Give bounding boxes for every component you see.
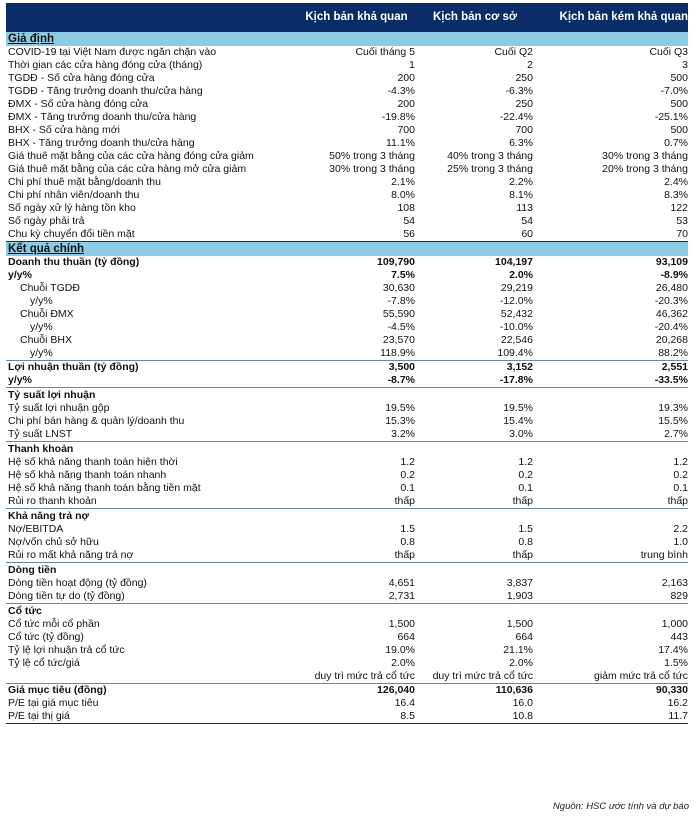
- table-row: y/y% 7.5% 2.0% -8.9%: [8, 269, 688, 281]
- table-row: Hệ số khả năng thanh toán hiện thời 1.2 1.2 1.2: [8, 456, 688, 468]
- table-row: Thời gian các cửa hàng đóng cửa (tháng) 1 2 3: [8, 59, 688, 71]
- table-row: Rủi ro thanh khoản thấp thấp thấp: [8, 495, 688, 507]
- section-cashflow: Dòng tiền: [6, 563, 688, 578]
- table-row: Giá mục tiêu (đồng) 126,040 110,636 90,330: [8, 684, 688, 696]
- table-row: COVID-19 tại Việt Nam được ngăn chặn vào Cuối tháng 5 Cuối Q2 Cuối Q3: [8, 46, 688, 58]
- table-row: duy trì mức trả cổ tức duy trì mức trả cổ tức giảm mức trả cổ tức: [314, 670, 688, 682]
- table-row: Chi phí thuê mặt bằng/doanh thu 2.1% 2.2% 2.4%: [8, 176, 688, 188]
- table-row: Số ngày phải trả 54 54 53: [8, 215, 688, 227]
- table-row: P/E tại thị giá 8.5 10.8 11.7: [8, 710, 688, 722]
- table-row: Nợ/vốn chủ sở hữu 0.8 0.8 1.0: [8, 536, 688, 548]
- section-margins: Tỷ suất lợi nhuận: [6, 388, 688, 403]
- scenario-table: [6, 3, 688, 724]
- table-row: Cổ tức mỗi cổ phần 1,500 1,500 1,000: [8, 618, 688, 630]
- table-row: Chi phí bán hàng & quản lý/doanh thu 15.3% 15.4% 15.5%: [8, 415, 688, 427]
- table-row: Hệ số khả năng thanh toán bằng tiền mặt 0.1 0.1 0.1: [8, 482, 688, 494]
- table-row: Tỷ suất lợi nhuận gộp 19.5% 19.5% 19.3%: [8, 402, 688, 414]
- table-row: Tỷ lệ cổ tức/giá 2.0% 2.0% 1.5%: [8, 657, 688, 669]
- table-row: Chuỗi BHX 23,570 22,546 20,268: [20, 334, 688, 346]
- table-row: Chuỗi TGDĐ 30,630 29,219 26,480: [20, 282, 688, 294]
- header-label-spacer: [6, 3, 296, 32]
- table-row: Giá thuê mặt bằng của các cửa hàng mở cửa giảm 30% trong 3 tháng 25% trong 3 tháng 20% trong 3 tháng: [8, 163, 688, 175]
- table-row: ĐMX - Tăng trưởng doanh thu/cửa hàng -19.8% -22.4% -25.1%: [8, 111, 688, 123]
- table-row: Chi phí nhân viên/doanh thu 8.0% 8.1% 8.3%: [8, 189, 688, 201]
- table-row: BHX - Số cửa hàng mới 700 700 500: [8, 124, 688, 136]
- table-row: Dòng tiền hoạt động (tỷ đồng) 4,651 3,837 2,163: [8, 577, 688, 589]
- table-row: Tỷ lệ lợi nhuận trả cổ tức 19.0% 21.1% 17.4%: [8, 644, 688, 656]
- table-row: P/E tại giá mục tiêu 16.4 16.0 16.2: [8, 697, 688, 709]
- source-note: Nguồn: HSC ước tính và dự báo: [552, 801, 689, 812]
- table-row: TGDĐ - Số cửa hàng đóng cửa 200 250 500: [8, 72, 688, 84]
- header-pessimistic: Kịch bản kém khả quan: [533, 3, 688, 32]
- section-dividend: Cổ tức: [6, 604, 688, 619]
- table-row: Doanh thu thuần (tỷ đồng) 109,790 104,197 93,109: [8, 256, 688, 268]
- table-row: Tỷ suất LNST 3.2% 3.0% 2.7%: [8, 428, 688, 440]
- table-row: Lợi nhuận thuần (tỷ đồng) 3,500 3,152 2,551: [8, 361, 688, 373]
- table-row: y/y% -7.8% -12.0% -20.3%: [30, 295, 688, 307]
- header-base: Kịch bản cơ sở: [417, 3, 533, 32]
- table-row: Dòng tiền tự do (tỷ đồng) 2,731 1,903 829: [8, 590, 688, 602]
- table-row: ĐMX - Số cửa hàng đóng cửa 200 250 500: [8, 98, 688, 110]
- table-row: Chuỗi ĐMX 55,590 52,432 46,362: [20, 308, 688, 320]
- section-solvency: Khả năng trả nợ: [6, 509, 688, 524]
- table-row: Giá thuê mặt bằng của các cửa hàng đóng cửa giảm 50% trong 3 tháng 40% trong 3 tháng 30% trong 3 tháng: [8, 150, 688, 162]
- table-row: TGDĐ - Tăng trưởng doanh thu/cửa hàng -4.3% -6.3% -7.0%: [8, 85, 688, 97]
- section-liquidity: Thanh khoản: [6, 442, 688, 457]
- section-assumptions: Giả định: [6, 32, 688, 47]
- header-optimistic: Kịch bản khả quan: [296, 3, 417, 32]
- table-row: Chu kỳ chuyển đổi tiền mặt 56 60 70: [8, 228, 688, 240]
- table-row: Cổ tức (tỷ đồng) 664 664 443: [8, 631, 688, 643]
- table-row: Rủi ro mất khả năng trả nợ thấp thấp trung bình: [8, 549, 688, 561]
- table-row: y/y% -8.7% -17.8% -33.5%: [8, 374, 688, 386]
- section-results: Kết quả chính: [6, 242, 688, 257]
- table-row: Số ngày xử lý hàng tồn kho 108 113 122: [8, 202, 688, 214]
- table-row: Hệ số khả năng thanh toán nhanh 0.2 0.2 0.2: [8, 469, 688, 481]
- table-header-row: [6, 3, 688, 32]
- table-row: y/y% -4.5% -10.0% -20.4%: [30, 321, 688, 333]
- table-row: y/y% 118.9% 109.4% 88.2%: [30, 347, 688, 359]
- table-row: Nợ/EBITDA 1.5 1.5 2.2: [8, 523, 688, 535]
- table-row: BHX - Tăng trưởng doanh thu/cửa hàng 11.1% 6.3% 0.7%: [8, 137, 688, 149]
